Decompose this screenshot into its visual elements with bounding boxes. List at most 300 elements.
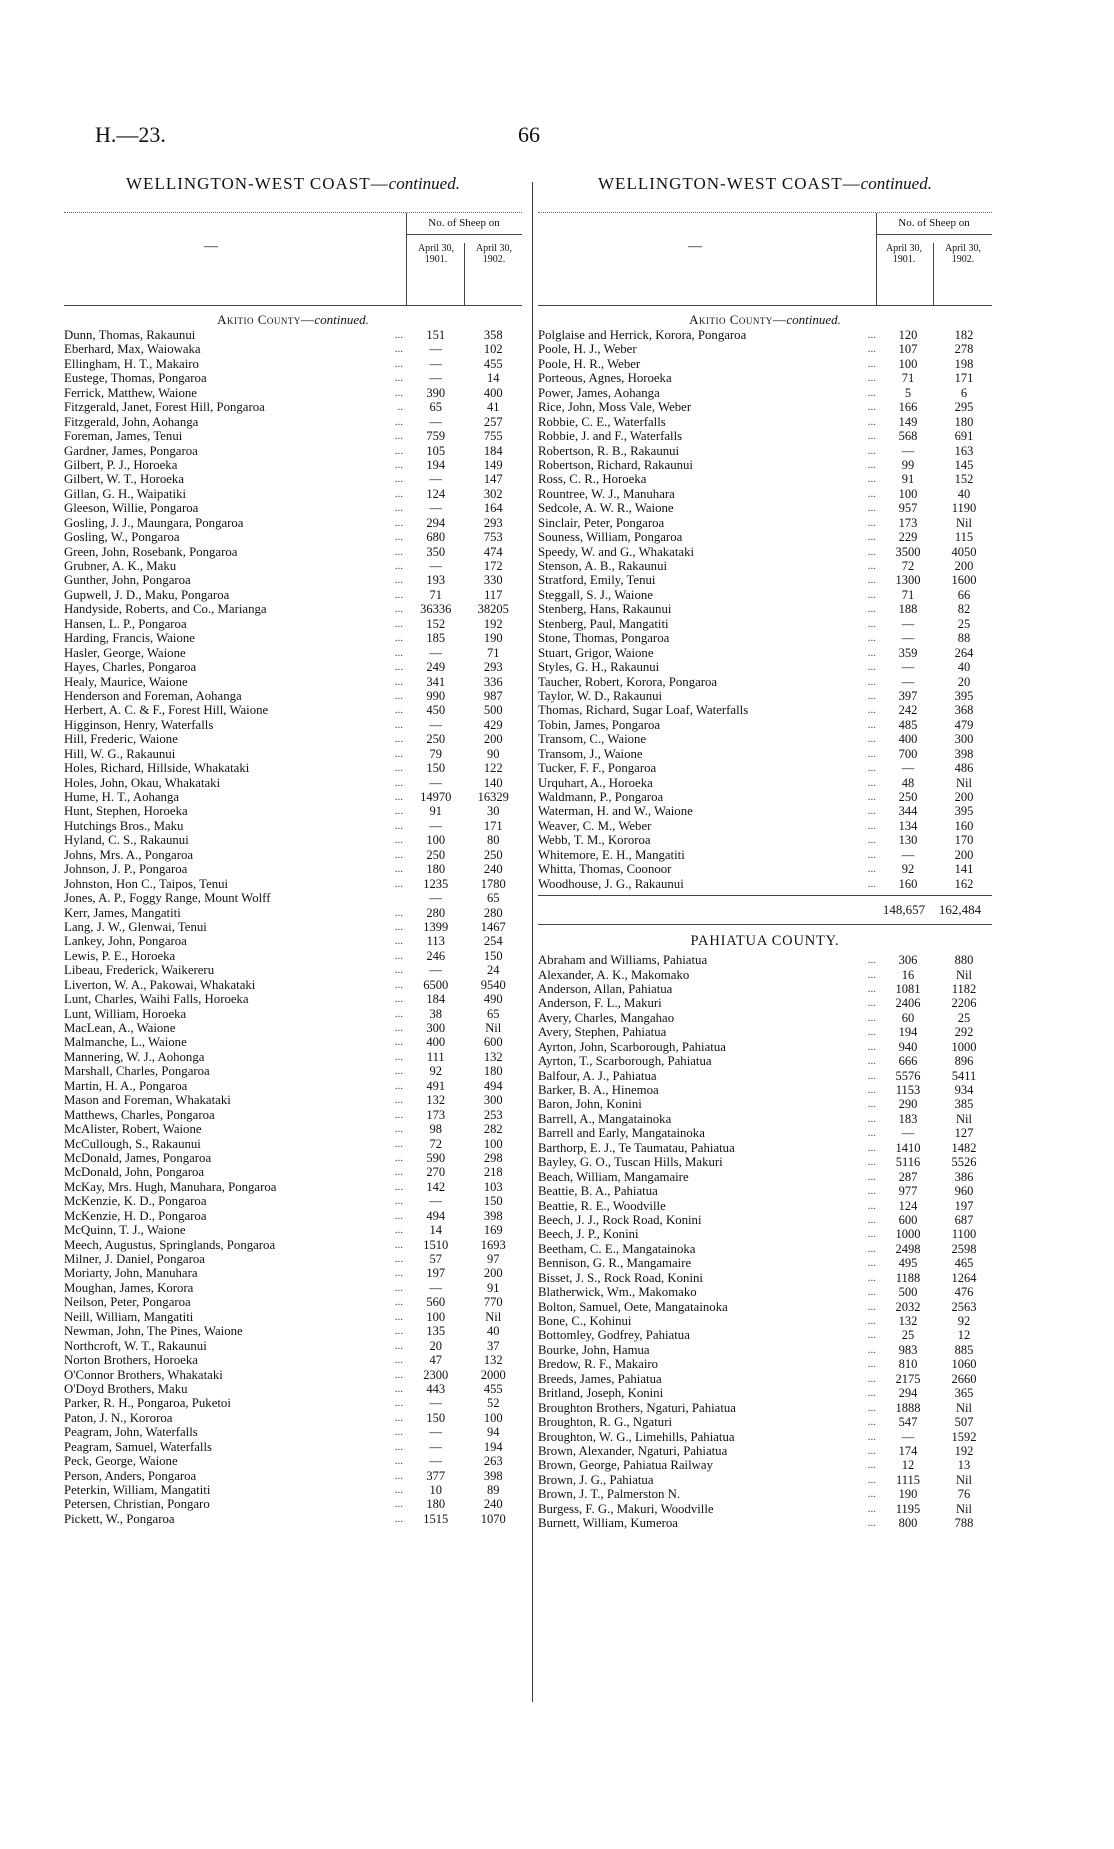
table-row (538, 996, 992, 1010)
leader-dots: ... (394, 848, 404, 861)
date-1901-header: April 30, 1901. (417, 243, 455, 265)
table-row (538, 848, 992, 862)
sheep-1901: 160 (898, 876, 918, 891)
table-row (538, 1487, 992, 1501)
owner-name: Bennison, G. R., Mangamaire (538, 1256, 692, 1271)
owner-name: Peterkin, William, Mangatiti (64, 1483, 211, 1497)
sheep-1901: 485 (898, 717, 918, 732)
leader-dots: ... (867, 502, 876, 515)
sheep-1902: 474 (483, 544, 503, 559)
sheep-1902: 4050 (951, 544, 977, 559)
sheep-1902: 486 (954, 761, 974, 776)
sheep-1901: 60 (901, 1010, 915, 1025)
sheep-1902: 691 (954, 429, 974, 444)
owner-name: Bredow, R. F., Makairo (538, 1357, 659, 1372)
leader-dots: ... (394, 1368, 404, 1381)
sheep-1902: 200 (483, 732, 503, 747)
leader-dots: ... (394, 1382, 404, 1395)
leader-dots: ... (394, 444, 404, 457)
table-row (538, 357, 992, 371)
leader-dots: ... (867, 1257, 876, 1270)
sheep-1901: 390 (426, 385, 446, 400)
table-row (64, 1295, 522, 1309)
sheep-1901: 79 (429, 746, 443, 761)
owner-name: Mannering, W. J., Aohonga (64, 1049, 205, 1064)
sheep-1902: 1060 (951, 1357, 977, 1372)
leader-dots: ... (867, 1156, 876, 1169)
sheep-1901: 666 (898, 1054, 918, 1069)
sheep-1902: 507 (954, 1415, 974, 1430)
sheep-1902: 2598 (951, 1241, 977, 1256)
owner-name: Bone, C., Kohinui (538, 1314, 632, 1328)
leader-dots: ... (867, 1055, 876, 1068)
owner-name: Stenson, A. B., Rakaunui (538, 559, 668, 573)
leader-dots: ... (394, 1050, 404, 1063)
leader-dots: ... (394, 1094, 404, 1107)
leader-dots: ... (867, 1315, 876, 1327)
sheep-1901: 290 (898, 1097, 918, 1112)
owner-name: Britland, Joseph, Konini (538, 1386, 664, 1401)
owner-name: McDonald, James, Pongaroa (64, 1150, 212, 1165)
sheep-1901: 443 (426, 1381, 446, 1396)
table-row (64, 602, 522, 616)
leader-dots: ... (867, 1473, 876, 1486)
owner-name: Robbie, J. and F., Waterfalls (538, 429, 683, 444)
table-row (64, 1108, 522, 1122)
page-reference: H.—23. (95, 122, 166, 147)
owner-name: Hill, Frederic, Waione (64, 732, 178, 747)
sheep-1902: 9540 (480, 977, 506, 992)
sheep-1901: — (429, 818, 443, 833)
sheep-1901: 700 (898, 746, 918, 761)
sheep-1902: 141 (954, 862, 974, 877)
sheep-1901: 494 (426, 1208, 446, 1223)
leader-dots: ... (394, 689, 404, 702)
leader-dots: ... (867, 487, 876, 500)
sheep-1901: — (429, 414, 443, 429)
sheep-1901: 14 (429, 1223, 443, 1238)
leader-dots: ... (394, 1426, 404, 1439)
sheep-1902: 82 (957, 602, 971, 617)
owner-name: Tobin, James, Pongaroa (538, 717, 661, 732)
owner-name: Blatherwick, Wm., Makomako (538, 1285, 697, 1300)
sheep-1901: 132 (426, 1093, 446, 1108)
table-row (538, 968, 992, 982)
sheep-1902: 12 (957, 1328, 971, 1343)
owner-name: Gosling, J. J., Maungara, Pongaroa (64, 515, 244, 530)
owner-name: Hill, W. G., Rakaunui (64, 746, 176, 761)
sheep-1902: 13 (957, 1458, 971, 1473)
owner-name: Bolton, Samuel, Oete, Mangatainoka (538, 1299, 728, 1314)
leader-dots: ... (867, 1069, 876, 1082)
sheep-1901: 16 (901, 967, 915, 982)
sheep-1902: Nil (956, 1501, 972, 1516)
sheep-1902: 788 (954, 1516, 974, 1531)
sheep-1902: 2206 (951, 996, 977, 1011)
sheep-1902: 198 (954, 356, 974, 371)
table-row (64, 1281, 522, 1295)
table-row (538, 545, 992, 559)
leader-dots: ... (867, 1416, 876, 1429)
leader-dots: ... (867, 718, 876, 731)
sheep-1901: 2175 (895, 1371, 921, 1386)
table-row (538, 429, 992, 443)
table-row (64, 1079, 522, 1093)
leader-dots: ... (394, 1022, 404, 1034)
leader-dots: ... (394, 964, 404, 977)
leader-dots: ... (867, 401, 876, 414)
left-column (64, 174, 522, 1526)
table-row (64, 1411, 522, 1425)
sheep-1902: 358 (483, 328, 503, 342)
table-row (64, 487, 522, 501)
sheep-1902: Nil (956, 1472, 972, 1487)
right-rows (538, 328, 992, 891)
table-row (64, 790, 522, 804)
sheep-1902: 455 (483, 1381, 503, 1396)
owner-name: Ayrton, John, Scarborough, Pahiatua (538, 1039, 726, 1054)
sheep-1901: 680 (426, 530, 446, 545)
sheep-count-header: No. of Sheep on (876, 217, 992, 235)
leader-dots: ... (867, 473, 876, 486)
owner-name: Rountree, W. J., Manuhara (538, 486, 675, 501)
sheep-1902: 169 (483, 1223, 503, 1238)
owner-name: Jones, A. P., Foggy Range, Mount Wolff (64, 891, 271, 906)
name-column-header: — (688, 239, 702, 254)
sheep-1902: 1070 (480, 1511, 506, 1526)
owner-name: Whitemore, E. H., Mangatiti (538, 847, 685, 862)
owner-name: Dunn, Thomas, Rakaunui (64, 328, 196, 342)
sheep-1901: 250 (898, 790, 918, 804)
leader-dots: ... (394, 1267, 404, 1280)
owner-name: Breeds, James, Pahiatua (538, 1371, 662, 1386)
leader-dots: ... (394, 1180, 404, 1193)
leader-dots: ... (394, 473, 404, 486)
table-row (64, 1093, 522, 1107)
sheep-1901: 246 (426, 948, 446, 963)
leader-dots: ... (867, 968, 876, 981)
table-row (64, 848, 522, 862)
owner-name: Waterman, H. and W., Waione (538, 804, 693, 819)
leader-dots: ... (867, 444, 876, 457)
sheep-1902: 30 (487, 804, 500, 819)
owner-name: Alexander, A. K., Makomako (538, 967, 690, 982)
owner-name: Gunther, John, Pongaroa (64, 573, 191, 588)
owner-name: McKay, Mrs. Hugh, Manuhara, Pongaroa (64, 1179, 277, 1194)
owner-name: Meech, Augustus, Springlands, Pongaroa (64, 1237, 276, 1252)
leader-dots: ... (394, 920, 404, 933)
sheep-1902: Nil (485, 1309, 502, 1324)
sheep-1901: 350 (426, 544, 446, 559)
owner-name: Hasler, George, Waione (64, 645, 186, 660)
owner-name: Styles, G. H., Rakaunui (538, 660, 660, 675)
leader-dots: ... (867, 1372, 876, 1385)
table-row (538, 1314, 992, 1328)
owner-name: Anderson, Allan, Pahiatua (538, 981, 673, 996)
table-row (64, 1021, 522, 1035)
sheep-1902: 200 (954, 790, 974, 804)
leader-dots: ... (867, 1199, 876, 1212)
leader-dots: ... (867, 588, 876, 601)
sheep-1902: 192 (483, 616, 503, 631)
sheep-1901: 194 (898, 1025, 918, 1040)
sheep-1902: 92 (957, 1314, 971, 1328)
sheep-1902: 494 (483, 1078, 503, 1093)
sheep-1901: 940 (898, 1039, 918, 1054)
owner-name: Johnston, Hon C., Taipos, Tenui (64, 876, 229, 891)
leader-dots: ... (394, 718, 404, 731)
sheep-1901: 92 (429, 1064, 443, 1079)
sheep-1902: 295 (954, 400, 974, 415)
sheep-1901: 111 (426, 1049, 445, 1064)
sheep-1902: 500 (483, 703, 503, 718)
sheep-1901: 249 (426, 660, 446, 675)
sheep-1901: 990 (426, 688, 446, 703)
table-row (538, 732, 992, 746)
owner-name: Peagram, Samuel, Waterfalls (64, 1439, 212, 1454)
owner-name: Rice, John, Moss Vale, Weber (538, 400, 692, 415)
table-row (64, 1007, 522, 1021)
table-row (64, 660, 522, 674)
leader-dots: ... (394, 935, 404, 948)
leader-dots: ... (394, 1079, 404, 1092)
table-row (538, 1300, 992, 1314)
leader-dots: ... (394, 1036, 404, 1049)
sheep-1901: 100 (426, 833, 446, 848)
leader-dots: ... (867, 1517, 876, 1530)
table-row (64, 1151, 522, 1165)
sheep-1901: — (901, 660, 915, 675)
leader-dots: ... (867, 415, 876, 428)
sheep-1901: 1195 (895, 1501, 921, 1516)
table-row (538, 1069, 992, 1083)
table-row (64, 906, 522, 920)
owner-name: Bourke, John, Hamua (538, 1342, 650, 1357)
owner-name: Person, Anders, Pongaroa (64, 1468, 197, 1483)
sheep-1902: 25 (957, 616, 971, 631)
sheep-1902: 163 (954, 443, 974, 458)
sheep-1902: 88 (957, 631, 971, 646)
right-county-heading: Akitio County—continued. (689, 312, 841, 327)
owner-name: Lunt, Charles, Waihi Falls, Horoeka (64, 992, 249, 1007)
sheep-1901: 2498 (895, 1241, 921, 1256)
leader-dots: ... (867, 982, 876, 995)
sheep-1901: 132 (898, 1314, 918, 1328)
sheep-1901: — (429, 356, 443, 371)
sheep-1901: 180 (426, 862, 446, 877)
table-row (538, 1242, 992, 1256)
sheep-1901: — (429, 891, 443, 906)
owner-name: Gosling, W., Pongaroa (64, 530, 180, 545)
leader-dots: ... (867, 1228, 876, 1241)
table-row (64, 675, 522, 689)
owner-name: Higginson, Henry, Waterfalls (64, 717, 214, 732)
owner-name: Johns, Mrs. A., Pongaroa (64, 847, 194, 862)
leader-dots: ... (867, 1358, 876, 1371)
leader-dots: ... (867, 791, 876, 803)
sheep-1902: Nil (956, 1111, 972, 1126)
table-row (538, 1040, 992, 1054)
owner-name: Moriarty, John, Manuhara (64, 1266, 198, 1281)
leader-dots: ... (394, 906, 404, 919)
leader-dots: ... (867, 357, 876, 370)
owner-name: Gupwell, J. D., Maku, Pongaroa (64, 587, 230, 602)
sheep-1901: 280 (426, 905, 446, 920)
sheep-1902: 160 (954, 818, 974, 833)
sheep-1901: 294 (898, 1386, 918, 1401)
table-row (538, 1473, 992, 1487)
sheep-1901: 124 (898, 1198, 918, 1213)
sheep-1902: 257 (483, 414, 503, 429)
leader-dots: ... (867, 1185, 876, 1198)
sheep-1902: 479 (954, 717, 974, 732)
leader-dots: ... (867, 1098, 876, 1111)
table-row (64, 1310, 522, 1324)
sheep-1901: 1153 (895, 1083, 921, 1097)
leader-dots: ... (394, 1339, 404, 1352)
owner-name: Stenberg, Paul, Mangatiti (538, 616, 669, 631)
table-row (64, 920, 522, 934)
leader-dots: ... (867, 997, 876, 1010)
owner-name: Lankey, John, Pongaroa (64, 934, 187, 949)
leader-dots: ... (394, 978, 404, 991)
leader-dots: ... (867, 805, 876, 818)
sheep-1902: 100 (483, 1410, 503, 1425)
sheep-1902: 149 (483, 457, 503, 472)
leader-dots: ... (394, 1397, 404, 1410)
sheep-1901: 1188 (895, 1270, 921, 1285)
table-row (538, 559, 992, 573)
owner-name: Hansen, L. P., Pongaroa (64, 616, 187, 631)
leader-dots: ... (394, 805, 404, 818)
right-section-title: WELLINGTON-WEST COAST—continued. (598, 174, 932, 193)
sheep-1901: 184 (426, 992, 446, 1007)
left-rows (64, 328, 522, 1526)
table-row (538, 1516, 992, 1530)
sheep-1902: 147 (483, 472, 503, 487)
leader-dots: ... (867, 689, 876, 702)
sheep-1901: 590 (426, 1150, 446, 1165)
leader-dots: ... (867, 1430, 876, 1443)
table-row (538, 530, 992, 544)
owner-name: Henderson and Foreman, Aohanga (64, 688, 242, 703)
owner-name: Stratford, Emily, Tenui (538, 573, 656, 588)
sheep-1901: 151 (426, 328, 446, 342)
owner-name: Lang, J. W., Glenwai, Tenui (64, 919, 207, 934)
sheep-1902: 398 (954, 746, 974, 761)
sheep-1901: 957 (898, 501, 918, 516)
sheep-1902: 987 (483, 688, 503, 703)
owner-name: Thomas, Richard, Sugar Loaf, Waterfalls (538, 703, 749, 718)
leader-dots: ... (394, 1253, 404, 1265)
table-row (538, 1141, 992, 1155)
sheep-1901: — (429, 963, 443, 978)
table-row (64, 1194, 522, 1208)
leader-dots: ... (867, 1011, 876, 1024)
sheep-1901: 1399 (423, 919, 449, 934)
sheep-1902: 122 (483, 761, 503, 776)
sheep-1902: 52 (487, 1396, 500, 1411)
sheep-1901: 1000 (895, 1227, 921, 1242)
sheep-1901: — (429, 371, 443, 386)
table-row (538, 472, 992, 486)
leader-dots: ... (394, 1310, 404, 1323)
sheep-1901: 560 (426, 1295, 446, 1310)
leader-dots: ... (394, 1195, 404, 1208)
leader-dots: ... (867, 632, 876, 645)
table-row (538, 982, 992, 996)
owner-name: Abraham and Williams, Pahiatua (538, 953, 708, 968)
sheep-1902: 90 (487, 746, 500, 761)
owner-name: Bottomley, Godfrey, Pahiatua (538, 1328, 690, 1343)
table-row (64, 1137, 522, 1151)
sheep-1901: 500 (898, 1285, 918, 1300)
owner-name: Petersen, Christian, Pongaro (64, 1497, 210, 1512)
sheep-1902: 1000 (951, 1039, 977, 1054)
table-row (64, 516, 522, 530)
owner-name: Woodhouse, J. G., Rakaunui (538, 876, 684, 891)
sheep-1901: 242 (898, 703, 918, 718)
sheep-1902: 264 (954, 645, 974, 660)
leader-dots: ... (867, 1127, 876, 1140)
leader-dots: ... (867, 1300, 876, 1313)
sheep-1902: 172 (483, 559, 503, 573)
sheep-1902: 1182 (951, 981, 977, 996)
table-row (538, 1112, 992, 1126)
leader-dots: ... (867, 1271, 876, 1284)
leader-dots: ... (394, 1065, 404, 1078)
leader-dots: ... (394, 877, 404, 890)
owner-name: Webb, T. M., Kororoa (538, 833, 651, 848)
leader-dots: ... (867, 1026, 876, 1039)
sheep-1901: 107 (898, 342, 918, 357)
leader-dots: ... (867, 819, 876, 832)
sheep-1902: 152 (954, 472, 974, 487)
owner-name: Brown, George, Pahiatua Railway (538, 1458, 713, 1473)
leader-dots: ... (867, 776, 876, 789)
owner-name: Anderson, F. L., Makuri (538, 996, 662, 1011)
date-1902-header: April 30, 1902. (944, 243, 982, 265)
leader-dots: ... (394, 1411, 404, 1424)
sheep-1902: 253 (483, 1107, 503, 1122)
sheep-1902: 1100 (951, 1227, 977, 1242)
sheep-1902: 490 (483, 992, 503, 1007)
leader-dots: ... (867, 372, 876, 385)
sheep-1902: 395 (954, 804, 974, 819)
sheep-1901: 130 (898, 833, 918, 848)
table-row (64, 804, 522, 818)
leader-dots: ... (394, 560, 404, 572)
sheep-1901: 6500 (423, 977, 449, 992)
sheep-1902: 100 (483, 1136, 503, 1151)
sheep-1901: 341 (426, 674, 446, 689)
date-1902-header: April 30, 1902. (475, 243, 513, 265)
table-row (64, 501, 522, 515)
sheep-1901: — (429, 1425, 443, 1440)
sheep-1902: 1482 (951, 1140, 977, 1155)
page-number: 66 (518, 122, 540, 147)
leader-dots: ... (867, 1213, 876, 1226)
sheep-1902: 1780 (480, 876, 506, 891)
sheep-1902: 103 (483, 1179, 503, 1194)
owner-name: Brown, Alexander, Ngaturi, Pahiatua (538, 1443, 728, 1458)
sheep-1902: 934 (954, 1083, 974, 1097)
sheep-1901: 71 (429, 587, 443, 602)
sheep-1901: 188 (898, 602, 918, 617)
sheep-1902: 76 (957, 1487, 971, 1502)
leader-dots: ... (394, 1007, 404, 1020)
sheep-1902: 1592 (951, 1429, 977, 1444)
